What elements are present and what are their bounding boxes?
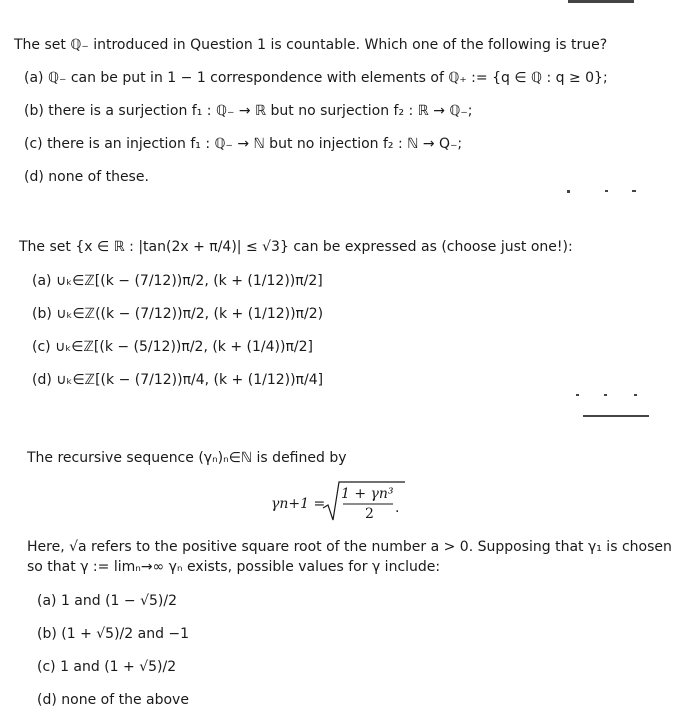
question-1-option-a: (a) ℚ₋ can be put in 1 − 1 correspondence with elements of ℚ₊ := {q ∈ ℚ : q ≥ 0};	[24, 70, 608, 86]
question-2-option-a: (a) ∪ₖ∈ℤ[(k − (7/12))π/2, (k + (1/12))π/2]	[32, 273, 323, 289]
cropped-dash-fragment-6	[634, 394, 637, 396]
cropped-dash-fragment-3	[632, 190, 636, 192]
cropped-dash-fragment-2	[605, 190, 608, 192]
cropped-dash-fragment-4	[576, 394, 579, 396]
question-3-body-line-1: Here, √a refers to the positive square root of the number a > 0. Supposing that γ₁ is chosen	[27, 539, 672, 555]
question-2-option-c: (c) ∪ₖ∈ℤ[(k − (5/12))π/2, (k + (1/4))π/2]	[32, 339, 313, 355]
formula-lhs: γn+1 =	[271, 496, 326, 512]
question-3-stem: The recursive sequence (γₙ)ₙ∈ℕ is defined by	[27, 450, 347, 466]
question-3-body-line-2: so that γ := limₙ→∞ γₙ exists, possible values for γ include:	[27, 559, 441, 575]
question-3-option-c: (c) 1 and (1 + √5)/2	[37, 659, 177, 675]
cropped-marks-fragment-middle	[583, 415, 649, 417]
question-3-option-a: (a) 1 and (1 − √5)/2	[37, 593, 178, 609]
formula-numerator: 1 + γn³	[341, 486, 394, 502]
question-1-option-b: (b) there is a surjection f₁ : ℚ₋ → ℝ but no surjection f₂ : ℝ → ℚ₋;	[24, 103, 473, 119]
question-2-option-b: (b) ∪ₖ∈ℤ((k − (7/12))π/2, (k + (1/12))π/2)	[32, 306, 324, 322]
question-2-option-d: (d) ∪ₖ∈ℤ[(k − (7/12))π/4, (k + (1/12))π/4]	[32, 372, 324, 388]
formula-denominator: 2	[365, 506, 374, 522]
cropped-dash-fragment-1	[567, 190, 570, 193]
cropped-dash-fragment-5	[604, 394, 607, 396]
question-2-stem: The set {x ∈ ℝ : |tan(2x + π/4)| ≤ √3} can be expressed as (choose just one!):	[19, 239, 573, 255]
cropped-marks-fragment-top	[568, 0, 634, 3]
formula-end: .	[395, 500, 400, 516]
question-1-option-c: (c) there is an injection f₁ : ℚ₋ → ℕ but no injection f₂ : ℕ → Q₋;	[24, 136, 463, 152]
question-3-option-b: (b) (1 + √5)/2 and −1	[37, 626, 190, 642]
question-3-option-d: (d) none of the above	[37, 692, 189, 708]
question-1-stem: The set ℚ₋ introduced in Question 1 is countable. Which one of the following is true?	[14, 37, 608, 53]
question-1-option-d: (d) none of these.	[24, 169, 149, 185]
recursion-formula	[271, 480, 421, 526]
